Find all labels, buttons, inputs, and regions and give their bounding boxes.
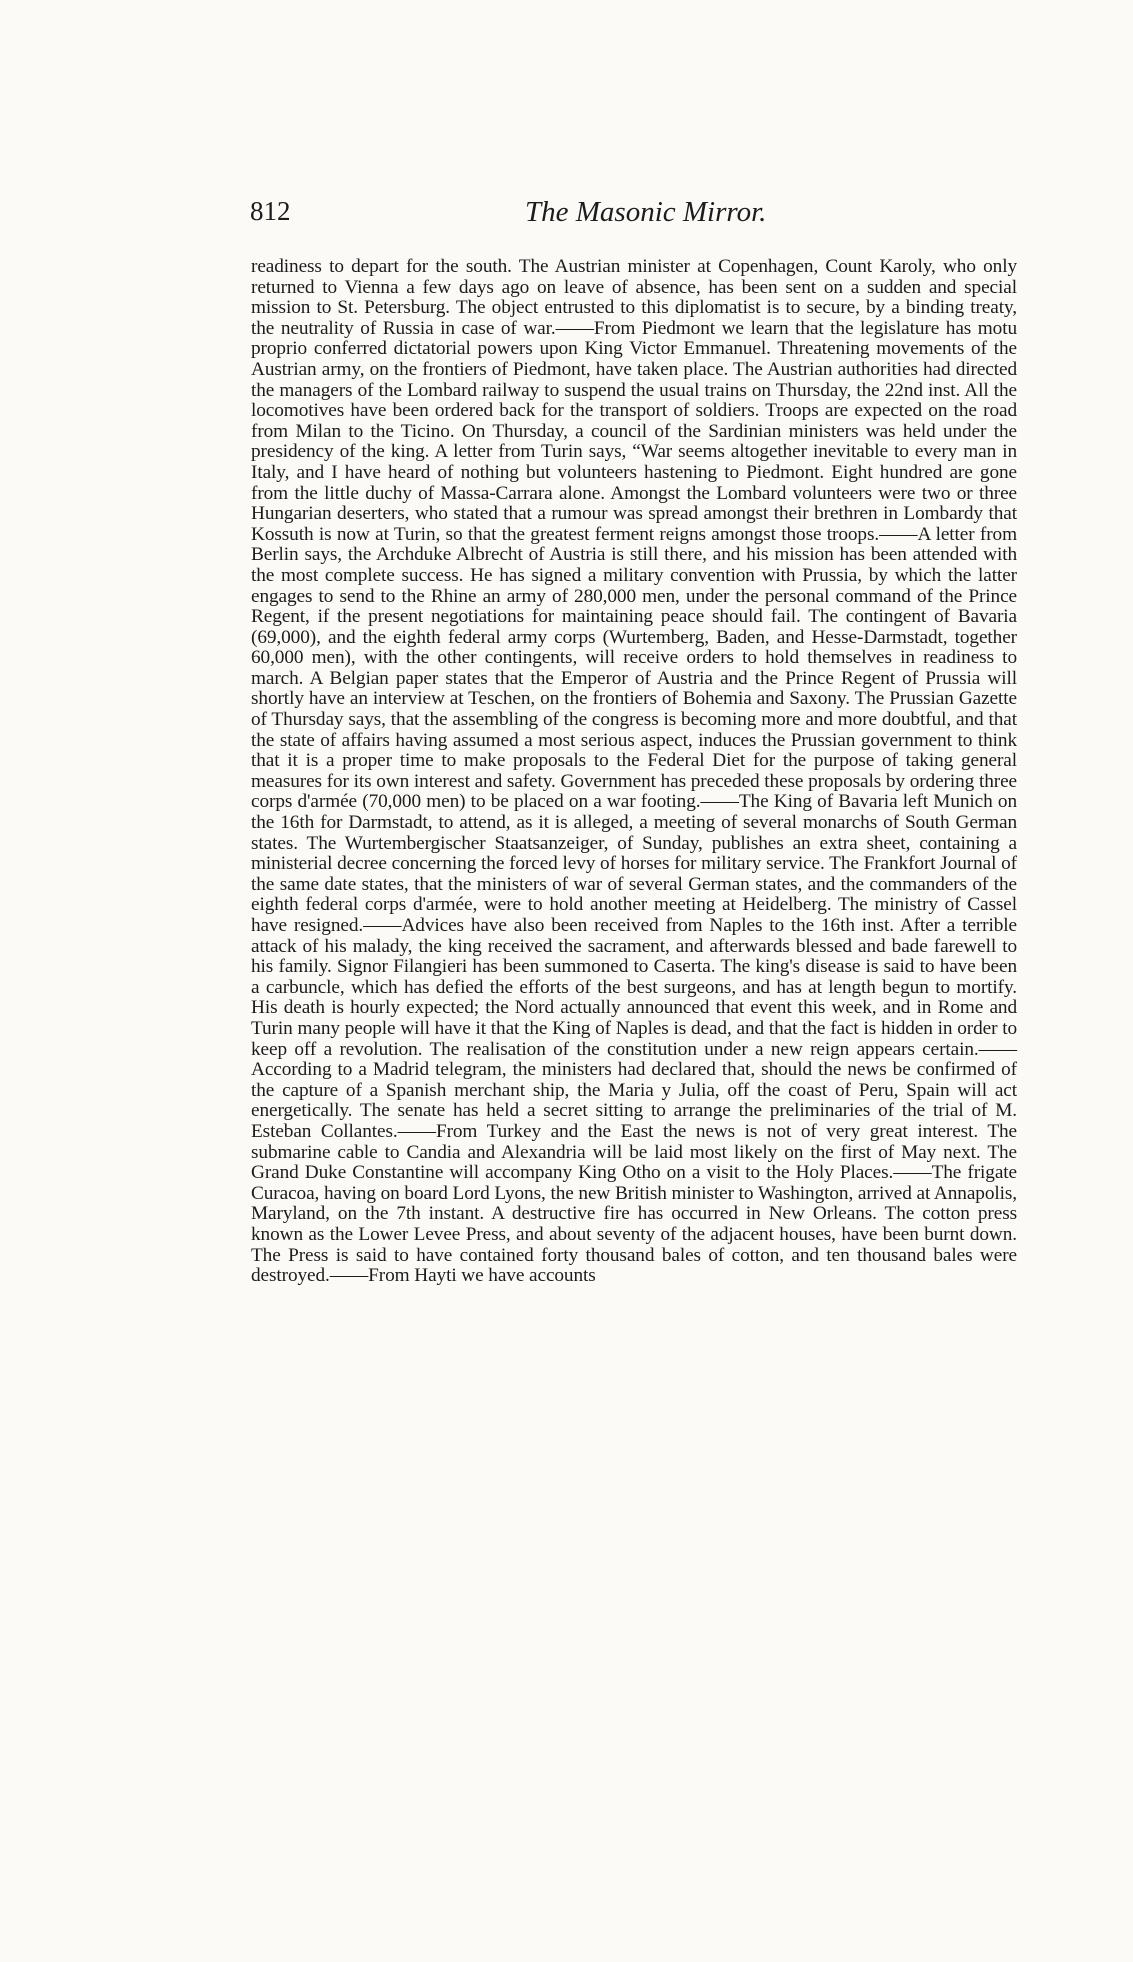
page-header [250,196,1020,236]
running-title: The Masonic Mirror. [525,196,767,228]
body-paragraph: readiness to depart for the south. The Austrian minister at Copenhagen, Count Karoly, who only returned to Vienna a few days ago on leave of absence, has been sent on a sudden and special mission to St. Petersburg. The object entrusted to this diplomatist is to secure, by a binding treaty, the neutrality of Russia in case of war.——From Piedmont we learn that the legislature has motu proprio conferred dictatorial powers upon King Victor Emmanuel. Threatening movements of the Austrian army, on the frontiers of Piedmont, have taken place. The Austrian authorities had directed the managers of the Lombard railway to suspend the usual trains on Thursday, the 22nd inst. All the locomotives have been ordered back for the transport of soldiers. Troops are expected on the road from Milan to the Ticino. On Thursday, a council of the Sardinian ministers was held under the presidency of the king. A letter from Turin says, “War seems altogether inevitable to every man in Italy, and I have heard of nothing but volunteers hastening to Piedmont. Eight hundred are gone from the little duchy of Massa-Carrara alone. Amongst the Lombard volunteers were two or three Hungarian deserters, who stated that a rumour was spread amongst their brethren in Lombardy that Kossuth is now at Turin, so that the greatest ferment reigns amongst those troops.——A letter from Berlin says, the Archduke Albrecht of Austria is still there, and his mission has been attended with the most complete success. He has signed a military convention with Prussia, by which the latter engages to send to the Rhine an army of 280,000 men, under the personal command of the Prince Regent, if the present negotiations for maintaining peace should fail. The contingent of Bavaria (69,000), and the eighth federal army corps (Wurtemberg, Baden, and Hesse-Darmstadt, together 60,000 men), with the other contingents, will receive orders to hold themselves in readiness to march. A Belgian paper states that the Emperor of Austria and the Prince Regent of Prussia will shortly have an interview at Teschen, on the frontiers of Bohemia and Saxony. The Prussian Gazette of Thursday says, that the assembling of the congress is becoming more and more doubtful, and that the state of affairs having assumed a most serious aspect, induces the Prussian government to think that it is a proper time to make proposals to the Federal Diet for the purpose of taking general measures for its own interest and safety. Government has preceded these proposals by ordering three corps d'armée (70,000 men) to be placed on a war footing.——The King of Bavaria left Munich on the 16th for Darmstadt, to attend, as it is alleged, a meeting of several monarchs of South German states. The Wurtembergischer Staatsanzeiger, of Sunday, publishes an extra sheet, containing a ministerial decree concerning the forced levy of horses for military service. The Frankfort Journal of the same date states, that the ministers of war of several German states, and the commanders of the eighth federal corps d'armée, were to hold another meeting at Heidelberg. The ministry of Cassel have resigned.——Advices have also been received from Naples to the 16th inst. After a terrible attack of his malady, the king received the sacrament, and afterwards blessed and bade farewell to his family. Signor Filangieri has been summoned to Caserta. The king's disease is said to have been a carbuncle, which has defied the efforts of the best surgeons, and has at length begun to mortify. His death is hourly expected; the Nord actually announced that event this week, and in Rome and Turin many people will have it that the King of Naples is dead, and that the fact is hidden in order to keep off a revolution. The realisation of the constitution under a new reign appears certain.——According to a Madrid telegram, the ministers had declared that, should the news be confirmed of the capture of a Spanish merchant ship, the Maria y Julia, off the coast of Peru, Spain will act energetically. The senate has held a secret sitting to arrange the preliminaries of the trial of M. Esteban Collantes.——From Turkey and the East the news is not of very great interest. The submarine cable to Candia and Alexandria will be laid most likely on the first of May next. The Grand Duke Constantine will accompany King Otho on a visit to the Holy Places.——The frigate Curacoa, having on board Lord Lyons, the new British minister to Washington, arrived at Annapolis, Maryland, on the 7th instant. A destructive fire has occurred in New Orleans. The cotton press known as the Lower Levee Press, and about seventy of the adjacent houses, have been burnt down. The Press is said to have contained forty thousand bales of cotton, and ten thousand bales were destroyed.——From Hayti we have accounts [251,256,1017,1287]
body-text [251,257,1017,1287]
page-number: 812 [250,196,291,226]
